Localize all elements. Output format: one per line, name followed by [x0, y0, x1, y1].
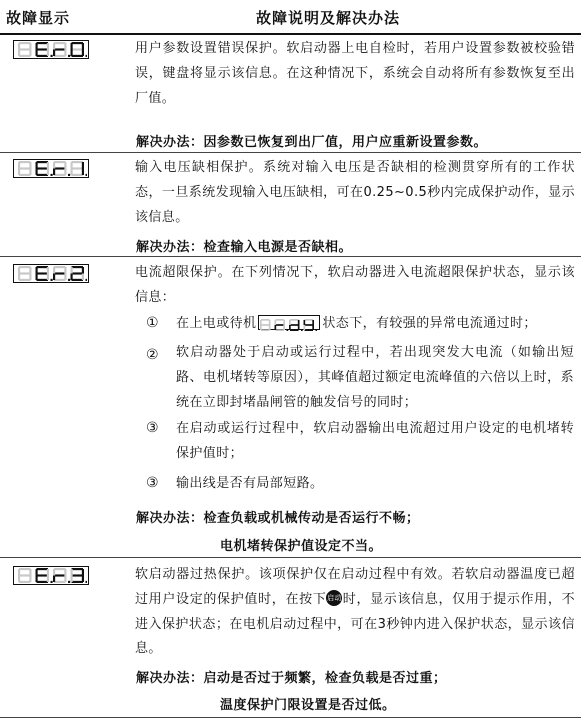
er2-solution-cont: 电机堵转保护值设定不当。: [220, 539, 383, 554]
er2-solution: 解决办法：检查负载或机械传动是否运行不畅；: [136, 511, 420, 526]
er2-item-number: ②: [146, 347, 159, 363]
er2-item-1: 在上电或待机 状态下，有较强的异常电流通过时；: [176, 316, 537, 331]
er0-description: 用户参数设置错误保护。软启动器上电自检时，若用户设置参数被校验错误，键盘将显示该信息。在这种情况下，系统会自动将所有参数恢复至出厂值。: [135, 41, 575, 106]
er1-description: 输入电压缺相保护。系统对输入电压是否缺相的检测贯穿所有的工作状态，一旦系统发现输入电压缺相，可在0.25~0.5秒内完成保护动作，显示该信息。: [135, 160, 575, 225]
led-display-er1: [13, 159, 89, 178]
divider: [0, 256, 581, 257]
led-display-er3: [13, 566, 89, 585]
header-fault-display: 故障显示: [6, 9, 71, 27]
er2-item-number: ③: [146, 475, 159, 491]
er0-solution: 解决办法：因参数已恢复到出厂值，用户应重新设置参数。: [136, 135, 488, 150]
header-fault-description: 故障说明及解决办法: [256, 9, 401, 27]
er3-solution: 解决办法：启动是否过于频繁，检查负载是否过重；: [136, 671, 447, 686]
er2-description: 电流超限保护。在下列情况下，软启动器进入电流超限保护状态，显示该信息：: [135, 265, 575, 305]
divider: [0, 557, 581, 558]
divider: [0, 717, 581, 718]
led-display-er2: [13, 264, 89, 283]
er2-item-number: ③: [146, 420, 159, 436]
led-display-er0: [13, 40, 89, 59]
er2-item-4: 输出线是否有局部短路。: [176, 476, 324, 491]
er2-item-3: 在启动或运行过程中，软启动器输出电流超过用户设定的电机堵转保护值时；: [176, 421, 574, 461]
divider: [0, 152, 581, 153]
er2-item-2: 软启动器处于启动或运行过程中，若出现突发大电流（如输出短路、电机堵转等原因），其峰值超过额定电流峰值的六倍以上时，系统在立即封堵晶闸管的触发信号的同时；: [176, 345, 574, 410]
start-button-icon: 启动: [326, 590, 342, 606]
er2-item-number: ①: [146, 315, 159, 331]
header-divider: [0, 33, 581, 35]
table-header: [0, 0, 581, 34]
er1-solution: 解决办法：检查输入电源是否缺相。: [136, 240, 353, 255]
inline-led-rdy: [258, 315, 320, 330]
er3-description: 软启动器过热保护。该项保护仅在启动过程中有效。若软启动器温度已超过用户设定的保护值时，在按下启动时，显示该信息，仅用于提示作用，不进入保护状态；在电机启动过程中，可在3秒钟内进入保护状态，显示该信息。: [135, 567, 575, 657]
er3-solution-cont: 温度保护门限设置是否过低。: [220, 698, 396, 713]
